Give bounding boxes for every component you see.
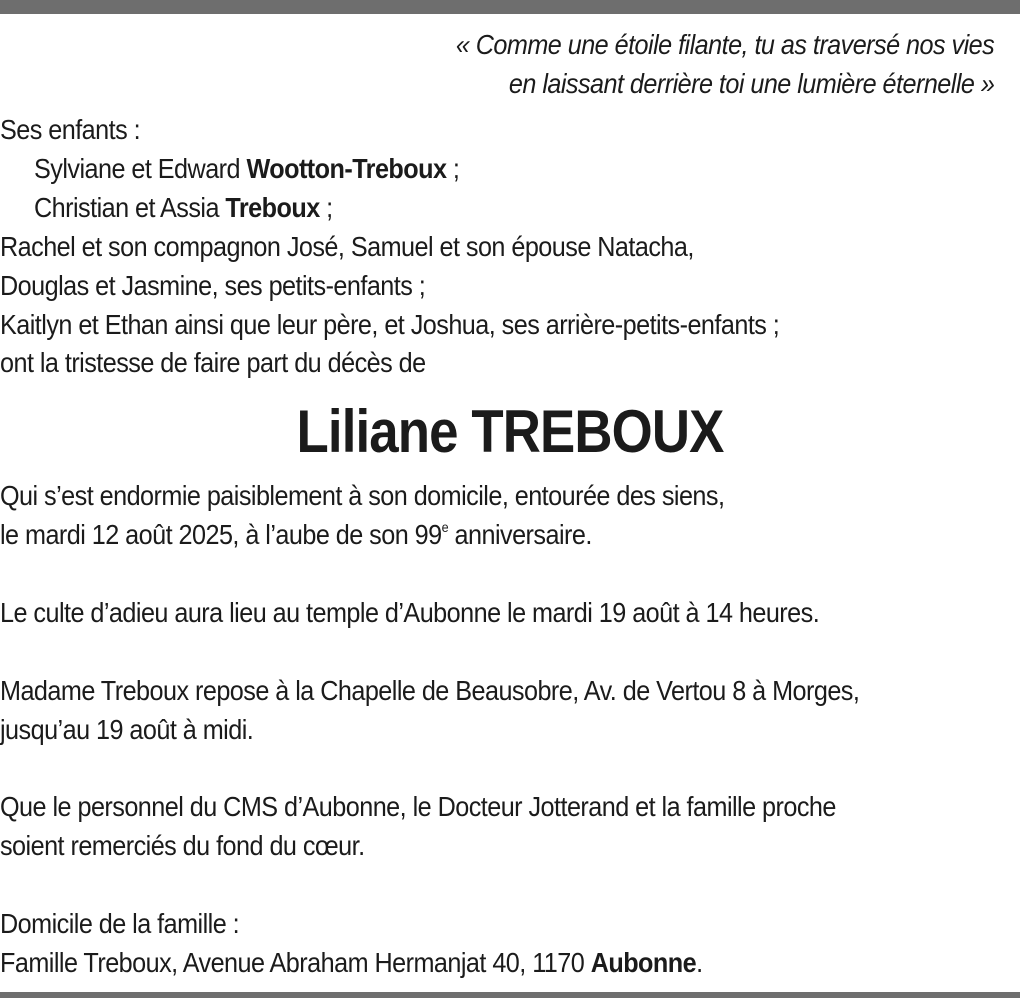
grandchildren-line-1: Rachel et son compagnon José, Samuel et son épouse Natacha, <box>0 231 694 262</box>
address-heading: Domicile de la famille : <box>0 908 240 939</box>
epigraph-line-2: en laissant derrière toi une lumière éternelle » <box>508 68 994 99</box>
death-line-2-start: le mardi 12 août 2025, à l’aube de son 99 <box>0 519 442 550</box>
ordinal-superscript: e <box>441 519 449 535</box>
family-intro: Ses enfants : <box>0 114 141 145</box>
viewing-line-2: jusqu’au 19 août à midi. <box>0 714 254 745</box>
viewing-line-1: Madame Treboux repose à la Chapelle de Beausobre, Av. de Vertou 8 à Morges, <box>0 675 860 706</box>
family-child-2 <box>34 191 333 225</box>
address-city: Aubonne <box>590 947 697 978</box>
address-start: Famille Treboux, Avenue Abraham Hermanjat 40, 1170 <box>0 947 591 978</box>
top-rule <box>0 0 1020 14</box>
death-line-2-end: anniversaire. <box>448 519 592 550</box>
announcement-line: ont la tristesse de faire part du décès de <box>0 347 426 378</box>
address-end: . <box>696 947 703 978</box>
family-child-1 <box>34 152 459 186</box>
epigraph-line-1: « Comme une étoile filante, tu as traversé nos vies <box>455 29 994 60</box>
child-1-names: Sylviane et Edward <box>34 153 247 184</box>
deceased-name: Liliane TREBOUX <box>296 398 724 465</box>
service-line: Le culte d’adieu aura lieu au temple d’Aubonne le mardi 19 août à 14 heures. <box>0 597 820 628</box>
grandchildren-line-2: Douglas et Jasmine, ses petits-enfants ; <box>0 270 426 301</box>
address-line <box>0 946 703 980</box>
great-grandchildren-line: Kaitlyn et Ethan ainsi que leur père, et Joshua, ses arrière-petits-enfants ; <box>0 309 780 340</box>
child-1-surname: Wootton-Treboux <box>246 153 447 184</box>
child-2-end: ; <box>319 192 333 223</box>
thanks-line-1: Que le personnel du CMS d’Aubonne, le Docteur Jotterand et la famille proche <box>0 791 836 822</box>
thanks-line-2: soient remerciés du fond du cœur. <box>0 830 365 861</box>
child-2-names: Christian et Assia <box>34 192 226 223</box>
child-2-surname: Treboux <box>225 192 320 223</box>
death-line-2 <box>0 518 592 552</box>
death-line-1: Qui s’est endormie paisiblement à son domicile, entourée des siens, <box>0 480 725 511</box>
child-1-end: ; <box>446 153 460 184</box>
bottom-rule <box>0 992 1020 998</box>
